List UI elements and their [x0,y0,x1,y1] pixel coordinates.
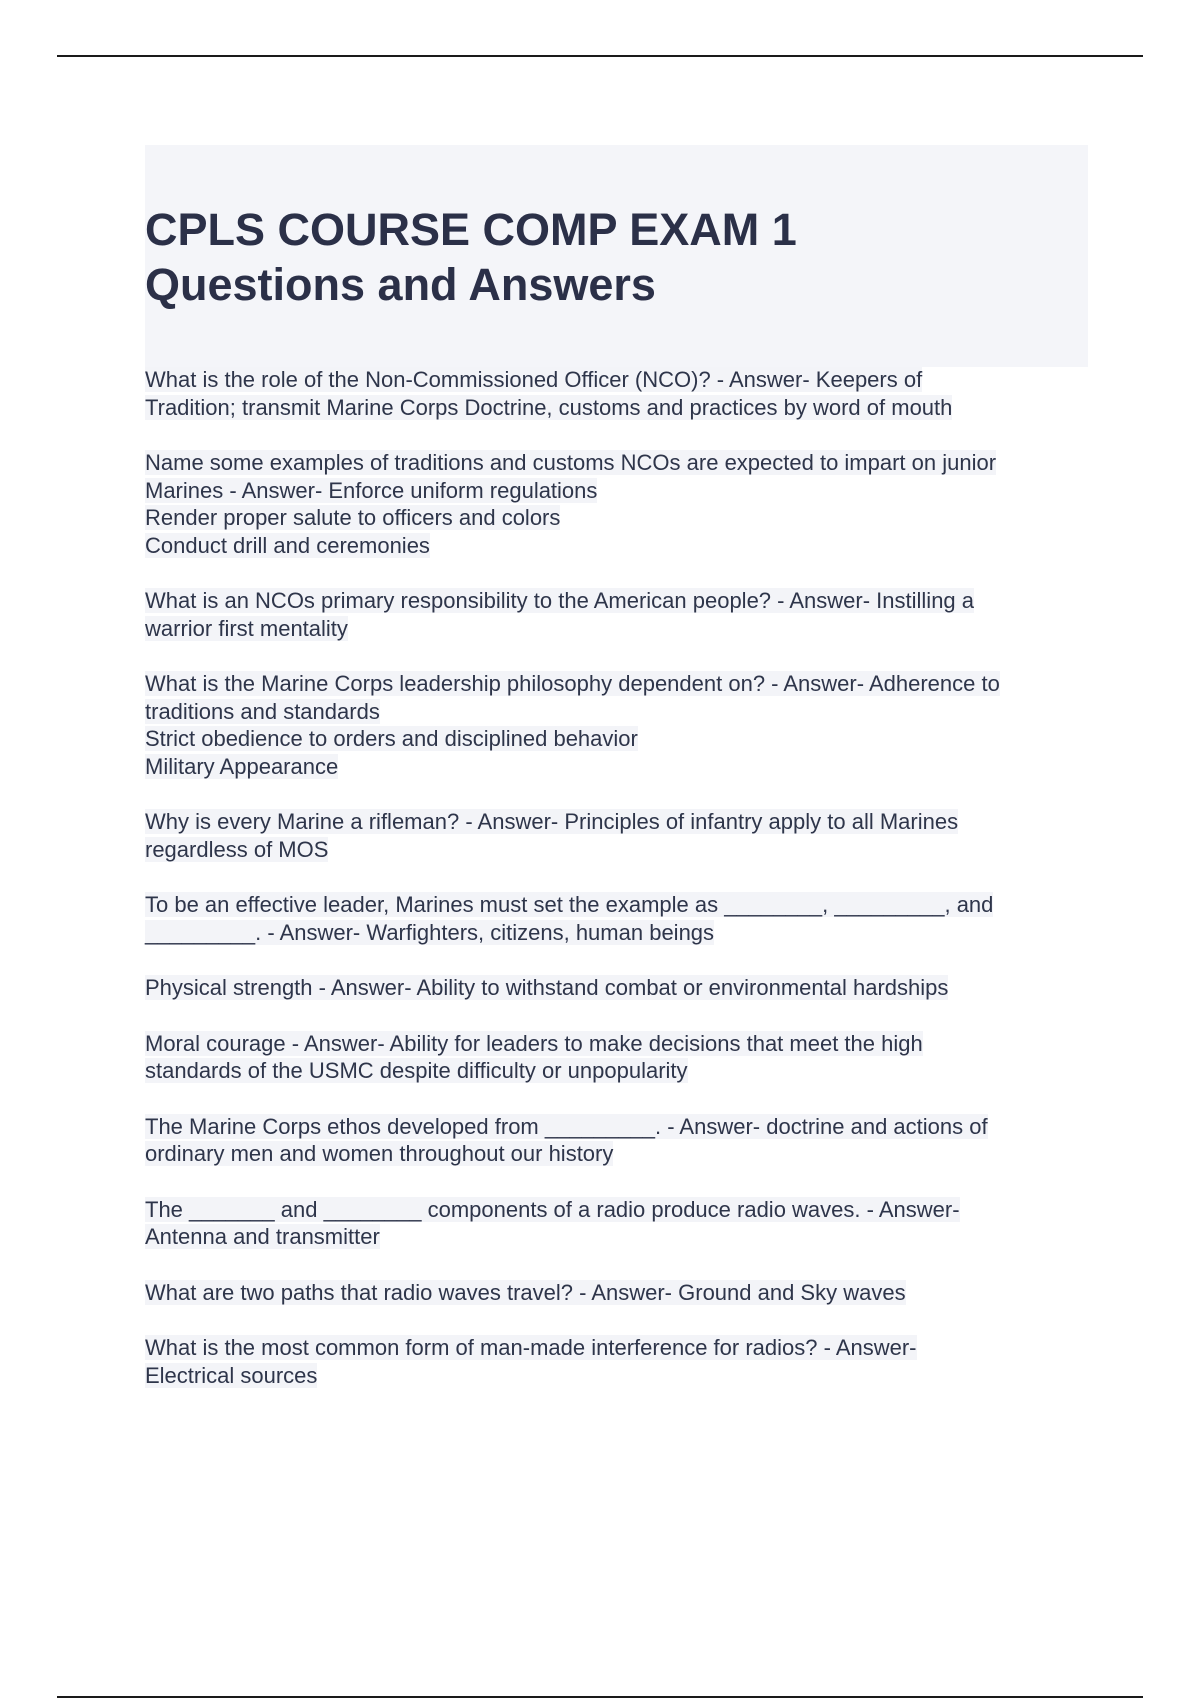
qa-line-text: Why is every Marine a rifleman? - Answer- Principles of infantry apply to all Marines [145,809,959,834]
qa-line [145,587,1095,615]
qa-item [145,1279,1095,1307]
qa-item [145,587,1095,642]
qa-item [145,1196,1095,1251]
footer-rule [57,1696,1143,1698]
qa-item [145,1030,1095,1085]
qa-line [145,919,1095,947]
qa-line-text: The Marine Corps ethos developed from _________. - Answer- doctrine and actions of [145,1113,988,1139]
qa-line [145,836,1095,864]
qa-line [145,449,1095,477]
qa-line-text: regardless of MOS [145,836,329,862]
qa-line [145,504,1095,532]
qa-line-text: traditions and standards [145,698,380,724]
qa-line-text: What is an NCOs primary responsibility to the American people? - Answer- Instilling a [145,588,975,613]
qa-line [145,366,1095,394]
qa-line-text: Military Appearance [145,753,339,779]
qa-item [145,1334,1095,1389]
qa-line-text: Render proper salute to officers and colors [145,505,561,530]
qa-line [145,1362,1095,1390]
qa-line-text: Tradition; transmit Marine Corps Doctrine, customs and practices by word of mouth [145,394,953,420]
qa-line-text: Marines - Answer- Enforce uniform regulations [145,477,598,503]
qa-line [145,1196,1095,1224]
qa-line [145,808,1095,836]
qa-line [145,1030,1095,1058]
qa-line-text: The _______ and ________ components of a radio produce radio waves. - Answer- [145,1196,960,1222]
qa-item [145,449,1095,559]
qa-line [145,670,1095,698]
qa-line-text: Physical strength - Answer- Ability to withstand combat or environmental hardships [145,975,949,1000]
qa-line [145,532,1095,560]
qa-line [145,725,1095,753]
qa-list [145,366,1095,1417]
qa-line-text: What is the most common form of man-made interference for radios? - Answer- [145,1335,917,1360]
qa-line-text: Electrical sources [145,1362,318,1388]
header-rule [57,55,1143,57]
qa-line [145,1223,1095,1251]
qa-item [145,974,1095,1002]
qa-line [145,394,1095,422]
qa-item [145,366,1095,421]
qa-line-text: What is the role of the Non-Commissioned Officer (NCO)? - Answer- Keepers of [145,367,923,392]
document-title: CPLS COURSE COMP EXAM 1 Questions and Answers [145,204,797,310]
qa-line [145,891,1095,919]
qa-line-text: Antenna and transmitter [145,1224,380,1249]
qa-line-text: ordinary men and women throughout our history [145,1141,614,1166]
qa-line-text: warrior first mentality [145,615,348,641]
qa-line [145,1334,1095,1362]
qa-line-text: To be an effective leader, Marines must set the example as ________, _________, and [145,892,994,917]
qa-line [145,477,1095,505]
qa-line [145,615,1095,643]
qa-line-text: Moral courage - Answer- Ability for leaders to make decisions that meet the high [145,1030,923,1056]
qa-item [145,808,1095,863]
qa-line [145,1113,1095,1141]
qa-item [145,670,1095,780]
qa-line-text: standards of the USMC despite difficulty or unpopularity [145,1058,688,1083]
qa-line [145,1140,1095,1168]
qa-line-text: What are two paths that radio waves travel? - Answer- Ground and Sky waves [145,1279,906,1305]
qa-item [145,1113,1095,1168]
qa-item [145,891,1095,946]
qa-line-text: _________. - Answer- Warfighters, citizens, human beings [145,919,715,945]
qa-line [145,1279,1095,1307]
qa-line [145,698,1095,726]
qa-line-text: What is the Marine Corps leadership philosophy dependent on? - Answer- Adherence to [145,671,1000,696]
qa-line [145,1057,1095,1085]
qa-line-text: Conduct drill and ceremonies [145,532,430,558]
qa-line [145,974,1095,1002]
qa-line-text: Name some examples of traditions and customs NCOs are expected to impart on junior [145,450,997,475]
qa-line-text: Strict obedience to orders and disciplined behavior [145,726,638,751]
qa-line [145,753,1095,781]
